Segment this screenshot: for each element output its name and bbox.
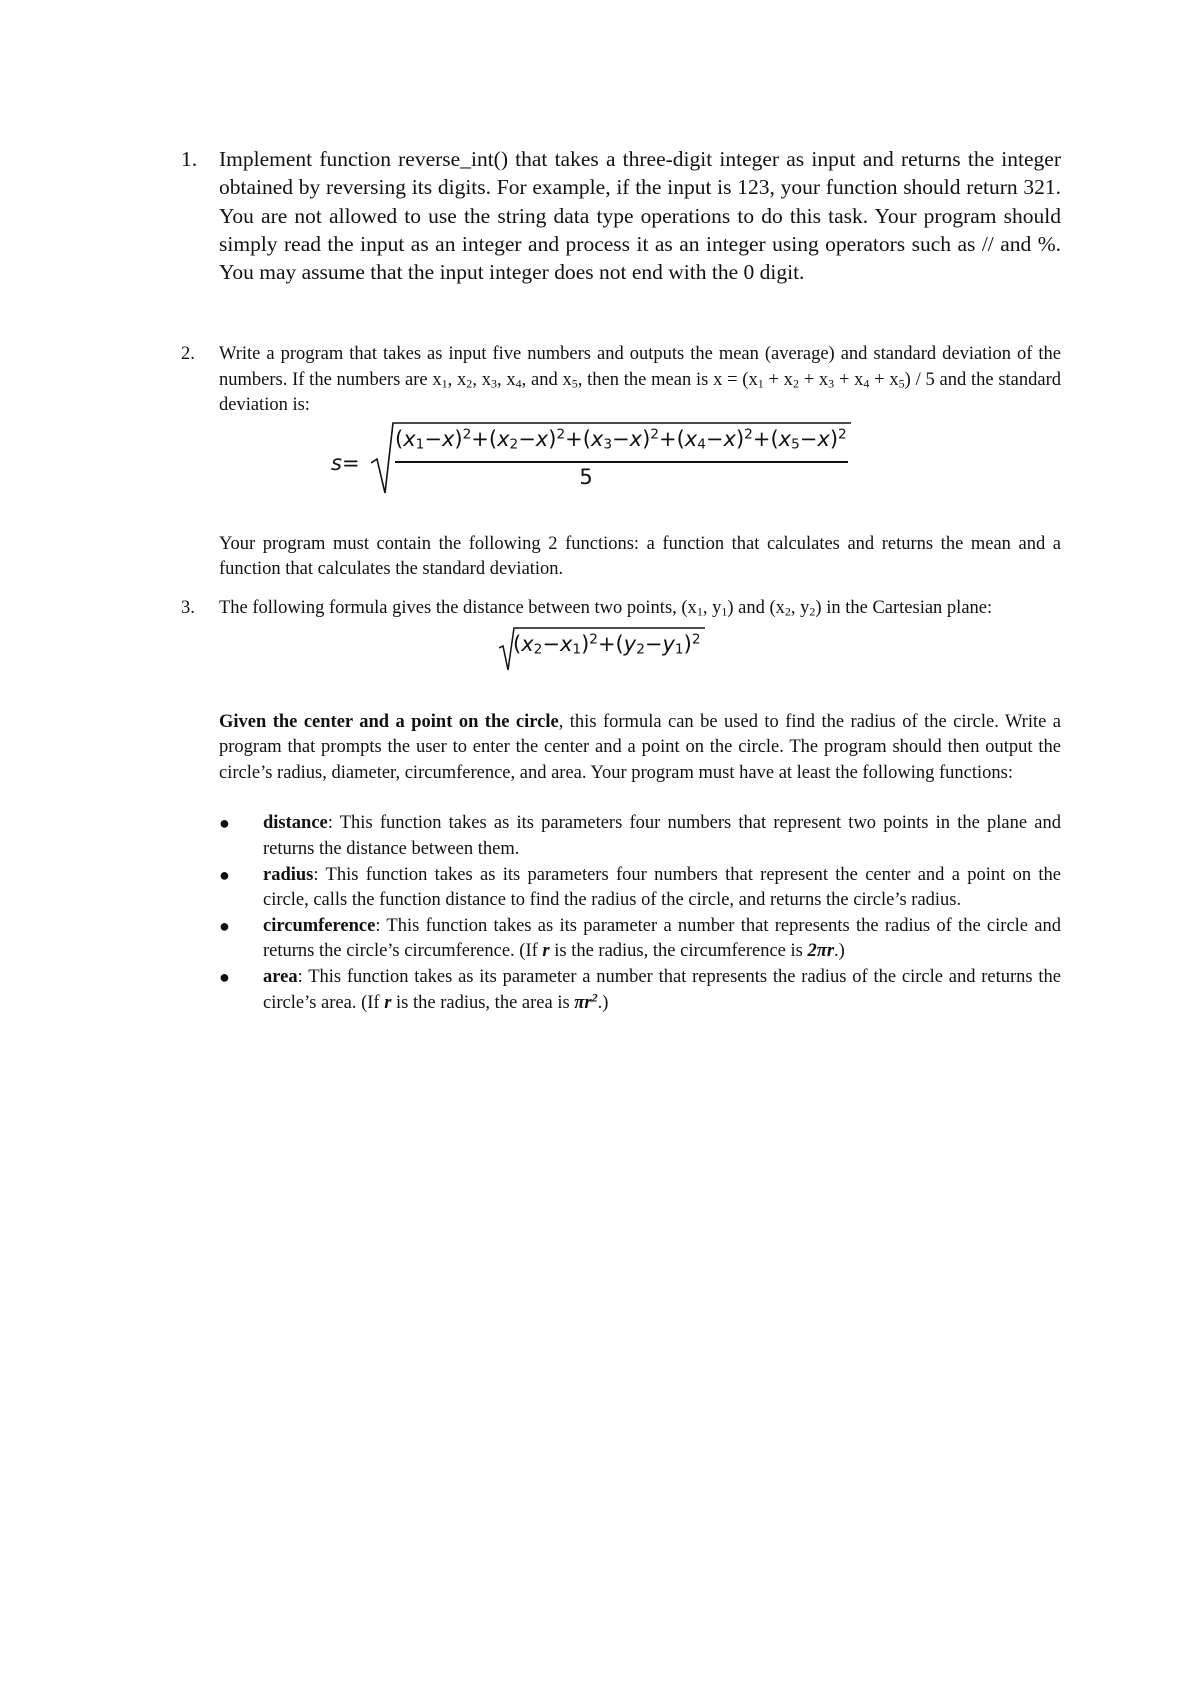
bullet-icon: ● <box>219 966 230 987</box>
question-3 <box>181 596 1061 1016</box>
formula-numerator: $(x_1-x)^2+(x_2-x)^2+(x_3-x)^2+(x_4-x)^2+(x_5-x)^2$ <box>395 426 847 453</box>
question-requirement: Your program must contain the following 2 functions: a function that calculates and returns the mean and a function that calculates the standard deviation. <box>219 533 1061 580</box>
bullet-icon: ● <box>219 813 230 834</box>
list-item: ● distance: This function takes as its parameters four numbers that represent two points in the plane and returns the distance between them. <box>219 813 1061 859</box>
formula-radicand: $(x_2-x_1)^2+(y_2-y_1)^2$ <box>513 631 701 658</box>
list-item: ● area: This function takes as its parameter a number that represents the radius of the circle and returns the circle’s area. (If r is the radius, the area is $\pi r^2$.) <box>219 966 1061 1013</box>
bullet-icon: ● <box>219 915 230 936</box>
question-number: 1. <box>181 147 198 171</box>
formula-denominator: 5 <box>579 464 593 489</box>
distance-formula <box>499 626 1061 684</box>
bullet-icon: ● <box>219 864 230 885</box>
function-list <box>219 811 1061 1016</box>
question-2 <box>181 342 1061 583</box>
question-intro: The following formula gives the distance between two points, ($x_1$, $y_1$) and ($x_2$, $y_2$) in the Cartesian plane: <box>219 598 993 619</box>
question-text: Implement function reverse_int() that takes a three-digit integer as input and returns the integer obtained by reversing its digits. For example, if the input is 123, your function should return 321. You are not allowed to use the string data type operations to do this task. Your program should simply read the input as an integer and process it as an integer using operators such as // and %. You may assume that the input integer does not end with the 0 digit. <box>219 147 1061 285</box>
fraction-line <box>395 461 848 463</box>
question-number: 3. <box>181 598 195 618</box>
standard-deviation-formula <box>331 421 1061 506</box>
question-paragraph: Given the center and a point on the circle, this formula can be used to find the radius of the circle. Write a program that prompts the user to enter the center and a point on the circle. The program should then output the circle’s radius, diameter, circumference, and area. Your program must have at least the following functions: <box>219 711 1061 783</box>
question-1 <box>181 145 1061 286</box>
list-item: ● radius: This function takes as its parameters four numbers that represent the center and a point on the circle, calls the function distance to find the radius of the circle, and returns the circle’s radius. <box>219 864 1061 911</box>
list-item: ● circumference: This function takes as its parameter a number that represents the radius of the circle and returns the circle’s circumference. (If r is the radius, the circumference is 2πr.) <box>219 915 1061 962</box>
question-intro: Write a program that takes as input five numbers and outputs the mean (average) and standard deviation of the numbers. If the numbers are $x_1$, $x_2$, $x_3$, $x_4$, and $x_5$, then the mean is $x = (x_1 + x_2 + x_3 + x_4 + x_5) / 5$ and the standard deviation is: <box>219 344 1062 416</box>
question-number: 2. <box>181 344 195 364</box>
formula-lhs: s= <box>331 450 360 475</box>
